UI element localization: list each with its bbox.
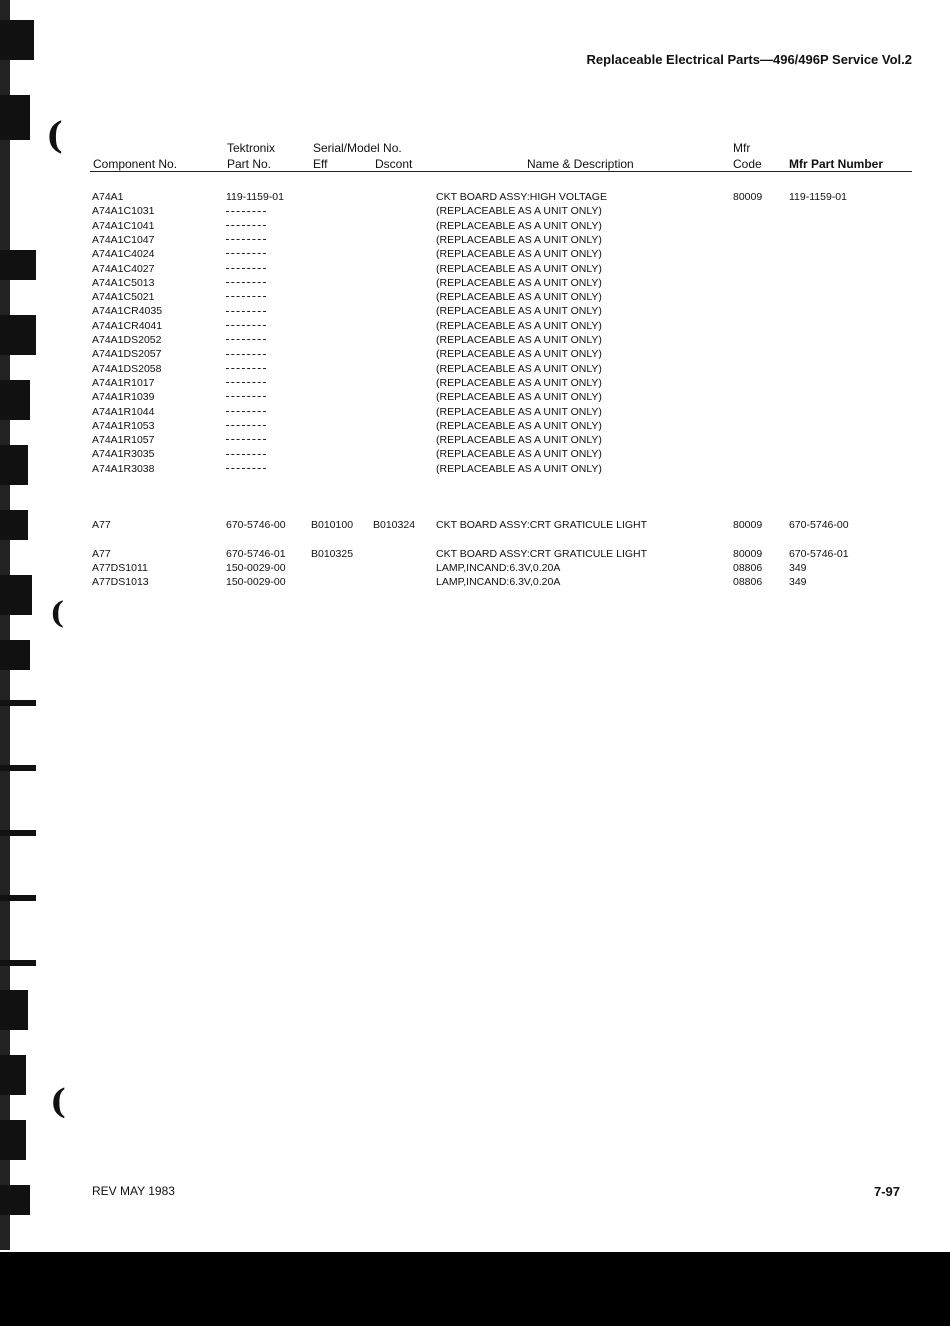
header-rule	[90, 171, 912, 172]
part-no-cell	[226, 304, 266, 318]
description-cell: (REPLACEABLE AS A UNIT ONLY)	[436, 319, 602, 332]
binder-edge	[0, 0, 38, 1250]
description-cell: (REPLACEABLE AS A UNIT ONLY)	[436, 233, 602, 246]
no-part-dash	[226, 354, 266, 356]
part-no-cell: 119-1159-01	[226, 191, 284, 203]
part-no-cell	[226, 347, 266, 361]
mfr-code-cell: 08806	[733, 576, 763, 588]
no-part-dash	[226, 396, 266, 398]
component-no-cell: A77	[92, 519, 111, 531]
serial-eff-cell: B010325	[311, 548, 354, 560]
page-number: 7-97	[874, 1184, 901, 1199]
part-no-cell: 150-0029-00	[226, 576, 286, 588]
component-no-cell: A74A1CR4035	[92, 305, 163, 318]
part-no-cell	[226, 462, 266, 476]
component-no-cell: A74A1C1031	[92, 205, 155, 218]
no-part-dash	[226, 325, 266, 327]
component-no-cell: A74A1	[92, 191, 124, 203]
col-header-mfr-part: Mfr Part Number	[789, 157, 884, 171]
binder-edge-marks	[0, 0, 38, 1250]
component-no-cell: A77	[92, 548, 111, 560]
col-header-eff: Eff	[313, 157, 328, 171]
component-no-cell: A74A1R3038	[92, 462, 155, 475]
no-part-dash	[226, 296, 266, 298]
description-cell: CKT BOARD ASSY:CRT GRATICULE LIGHT	[436, 548, 648, 560]
description-cell: (REPLACEABLE AS A UNIT ONLY)	[436, 276, 602, 289]
description-cell: CKT BOARD ASSY:CRT GRATICULE LIGHT	[436, 519, 648, 531]
component-no-cell: A74A1C1041	[92, 219, 155, 232]
component-no-cell: A74A1C1047	[92, 233, 155, 246]
component-no-cell: A74A1C5013	[92, 276, 155, 289]
description-cell: (REPLACEABLE AS A UNIT ONLY)	[436, 462, 602, 475]
component-no-cell: A74A1DS2058	[92, 362, 162, 375]
component-no-cell: A77DS1013	[92, 576, 149, 588]
component-no-cell: A74A1R1039	[92, 391, 155, 404]
part-no-cell	[226, 204, 266, 218]
component-no-cell: A74A1DS2057	[92, 348, 162, 361]
mfr-code-cell: 80009	[733, 519, 763, 531]
description-cell: (REPLACEABLE AS A UNIT ONLY)	[436, 334, 602, 346]
mfr-code-cell: 80009	[733, 548, 763, 560]
binder-ring-mark: (	[50, 1082, 67, 1122]
mfr-part-number-cell: 349	[789, 576, 807, 588]
no-part-dash	[226, 211, 266, 213]
no-part-dash	[226, 382, 266, 384]
no-part-dash	[226, 311, 266, 313]
part-no-cell	[226, 405, 266, 419]
part-no-cell	[226, 276, 266, 290]
col-header-component: Component No.	[93, 157, 178, 171]
description-cell: (REPLACEABLE AS A UNIT ONLY)	[436, 305, 602, 318]
part-no-cell	[226, 419, 266, 433]
description-cell: (REPLACEABLE AS A UNIT ONLY)	[436, 434, 602, 447]
part-no-cell	[226, 433, 266, 447]
no-part-dash	[226, 439, 266, 441]
description-cell: (REPLACEABLE AS A UNIT ONLY)	[436, 248, 602, 261]
description-cell: LAMP,INCAND:6.3V,0.20A	[436, 562, 561, 574]
scan-bottom-band	[0, 1252, 950, 1326]
part-no-cell	[226, 376, 266, 390]
description-cell: (REPLACEABLE AS A UNIT ONLY)	[436, 391, 602, 404]
description-cell: (REPLACEABLE AS A UNIT ONLY)	[436, 419, 602, 432]
part-no-cell	[226, 247, 266, 261]
part-no-cell	[226, 319, 266, 333]
description-cell: (REPLACEABLE AS A UNIT ONLY)	[436, 448, 602, 461]
no-part-dash	[226, 425, 266, 427]
no-part-dash	[226, 454, 266, 456]
part-no-cell: 150-0029-00	[226, 562, 286, 574]
description-cell: (REPLACEABLE AS A UNIT ONLY)	[436, 405, 602, 418]
component-no-cell: A77DS1011	[92, 562, 148, 574]
col-header-serial: Serial/Model No.	[313, 141, 402, 155]
no-part-dash	[226, 468, 266, 470]
component-no-cell: A74A1R1017	[92, 376, 155, 389]
part-no-cell: 670-5746-00	[226, 519, 286, 531]
serial-eff-cell: B010100	[311, 519, 354, 531]
part-no-cell	[226, 362, 266, 376]
part-no-cell	[226, 233, 266, 247]
description-cell: (REPLACEABLE AS A UNIT ONLY)	[436, 348, 602, 361]
part-no-cell	[226, 447, 266, 461]
description-cell: (REPLACEABLE AS A UNIT ONLY)	[436, 362, 602, 375]
part-no-cell: 670-5746-01	[226, 548, 286, 560]
component-no-cell: A74A1R1044	[92, 405, 155, 418]
part-no-cell	[226, 219, 266, 233]
component-no-cell: A74A1R1057	[92, 434, 155, 447]
description-cell: LAMP,INCAND:6.3V,0.20A	[436, 576, 561, 588]
no-part-dash	[226, 239, 266, 241]
col-header-code: Code	[733, 157, 762, 171]
component-no-cell: A74A1R1053	[92, 419, 155, 432]
description-cell: CKT BOARD ASSY:HIGH VOLTAGE	[436, 191, 607, 203]
no-part-dash	[226, 268, 266, 270]
no-part-dash	[226, 368, 266, 370]
component-no-cell: A74A1CR4041	[92, 319, 163, 332]
revision-date: REV MAY 1983	[92, 1184, 175, 1198]
component-no-cell: A74A1C5021	[92, 291, 155, 304]
binder-ring-mark: (	[46, 115, 64, 157]
no-part-dash	[226, 411, 266, 413]
mfr-part-number-cell: 119-1159-01	[789, 191, 847, 203]
component-no-cell: A74A1C4027	[92, 262, 155, 275]
no-part-dash	[226, 225, 266, 227]
mfr-code-cell: 80009	[733, 191, 763, 203]
col-header-mfr: Mfr	[733, 141, 751, 155]
no-part-dash	[226, 253, 266, 255]
part-no-cell	[226, 262, 266, 276]
mfr-part-number-cell: 670-5746-00	[789, 519, 849, 531]
no-part-dash	[226, 282, 266, 284]
description-cell: (REPLACEABLE AS A UNIT ONLY)	[436, 376, 602, 389]
page-header-title: Replaceable Electrical Parts—496/496P Service Vol.2	[586, 52, 912, 67]
component-no-cell: A74A1C4024	[92, 248, 155, 261]
no-part-dash	[226, 339, 266, 341]
description-cell: (REPLACEABLE AS A UNIT ONLY)	[436, 262, 602, 275]
binder-ring-mark: (	[50, 596, 65, 631]
description-cell: (REPLACEABLE AS A UNIT ONLY)	[436, 205, 602, 218]
col-header-tektronix: Tektronix	[227, 141, 276, 155]
mfr-part-number-cell: 670-5746-01	[789, 548, 849, 560]
mfr-code-cell: 08806	[733, 562, 763, 574]
component-no-cell: A74A1DS2052	[92, 334, 162, 346]
part-no-cell	[226, 290, 266, 304]
col-header-part-no: Part No.	[227, 157, 272, 171]
part-no-cell	[226, 333, 266, 347]
component-no-cell: A74A1R3035	[92, 448, 155, 461]
mfr-part-number-cell: 349	[789, 562, 807, 574]
description-cell: (REPLACEABLE AS A UNIT ONLY)	[436, 291, 602, 304]
col-header-dscont: Dscont	[375, 157, 413, 171]
part-no-cell	[226, 390, 266, 404]
col-header-name: Name & Description	[527, 157, 634, 171]
serial-dscont-cell: B010324	[373, 519, 416, 531]
description-cell: (REPLACEABLE AS A UNIT ONLY)	[436, 219, 602, 232]
